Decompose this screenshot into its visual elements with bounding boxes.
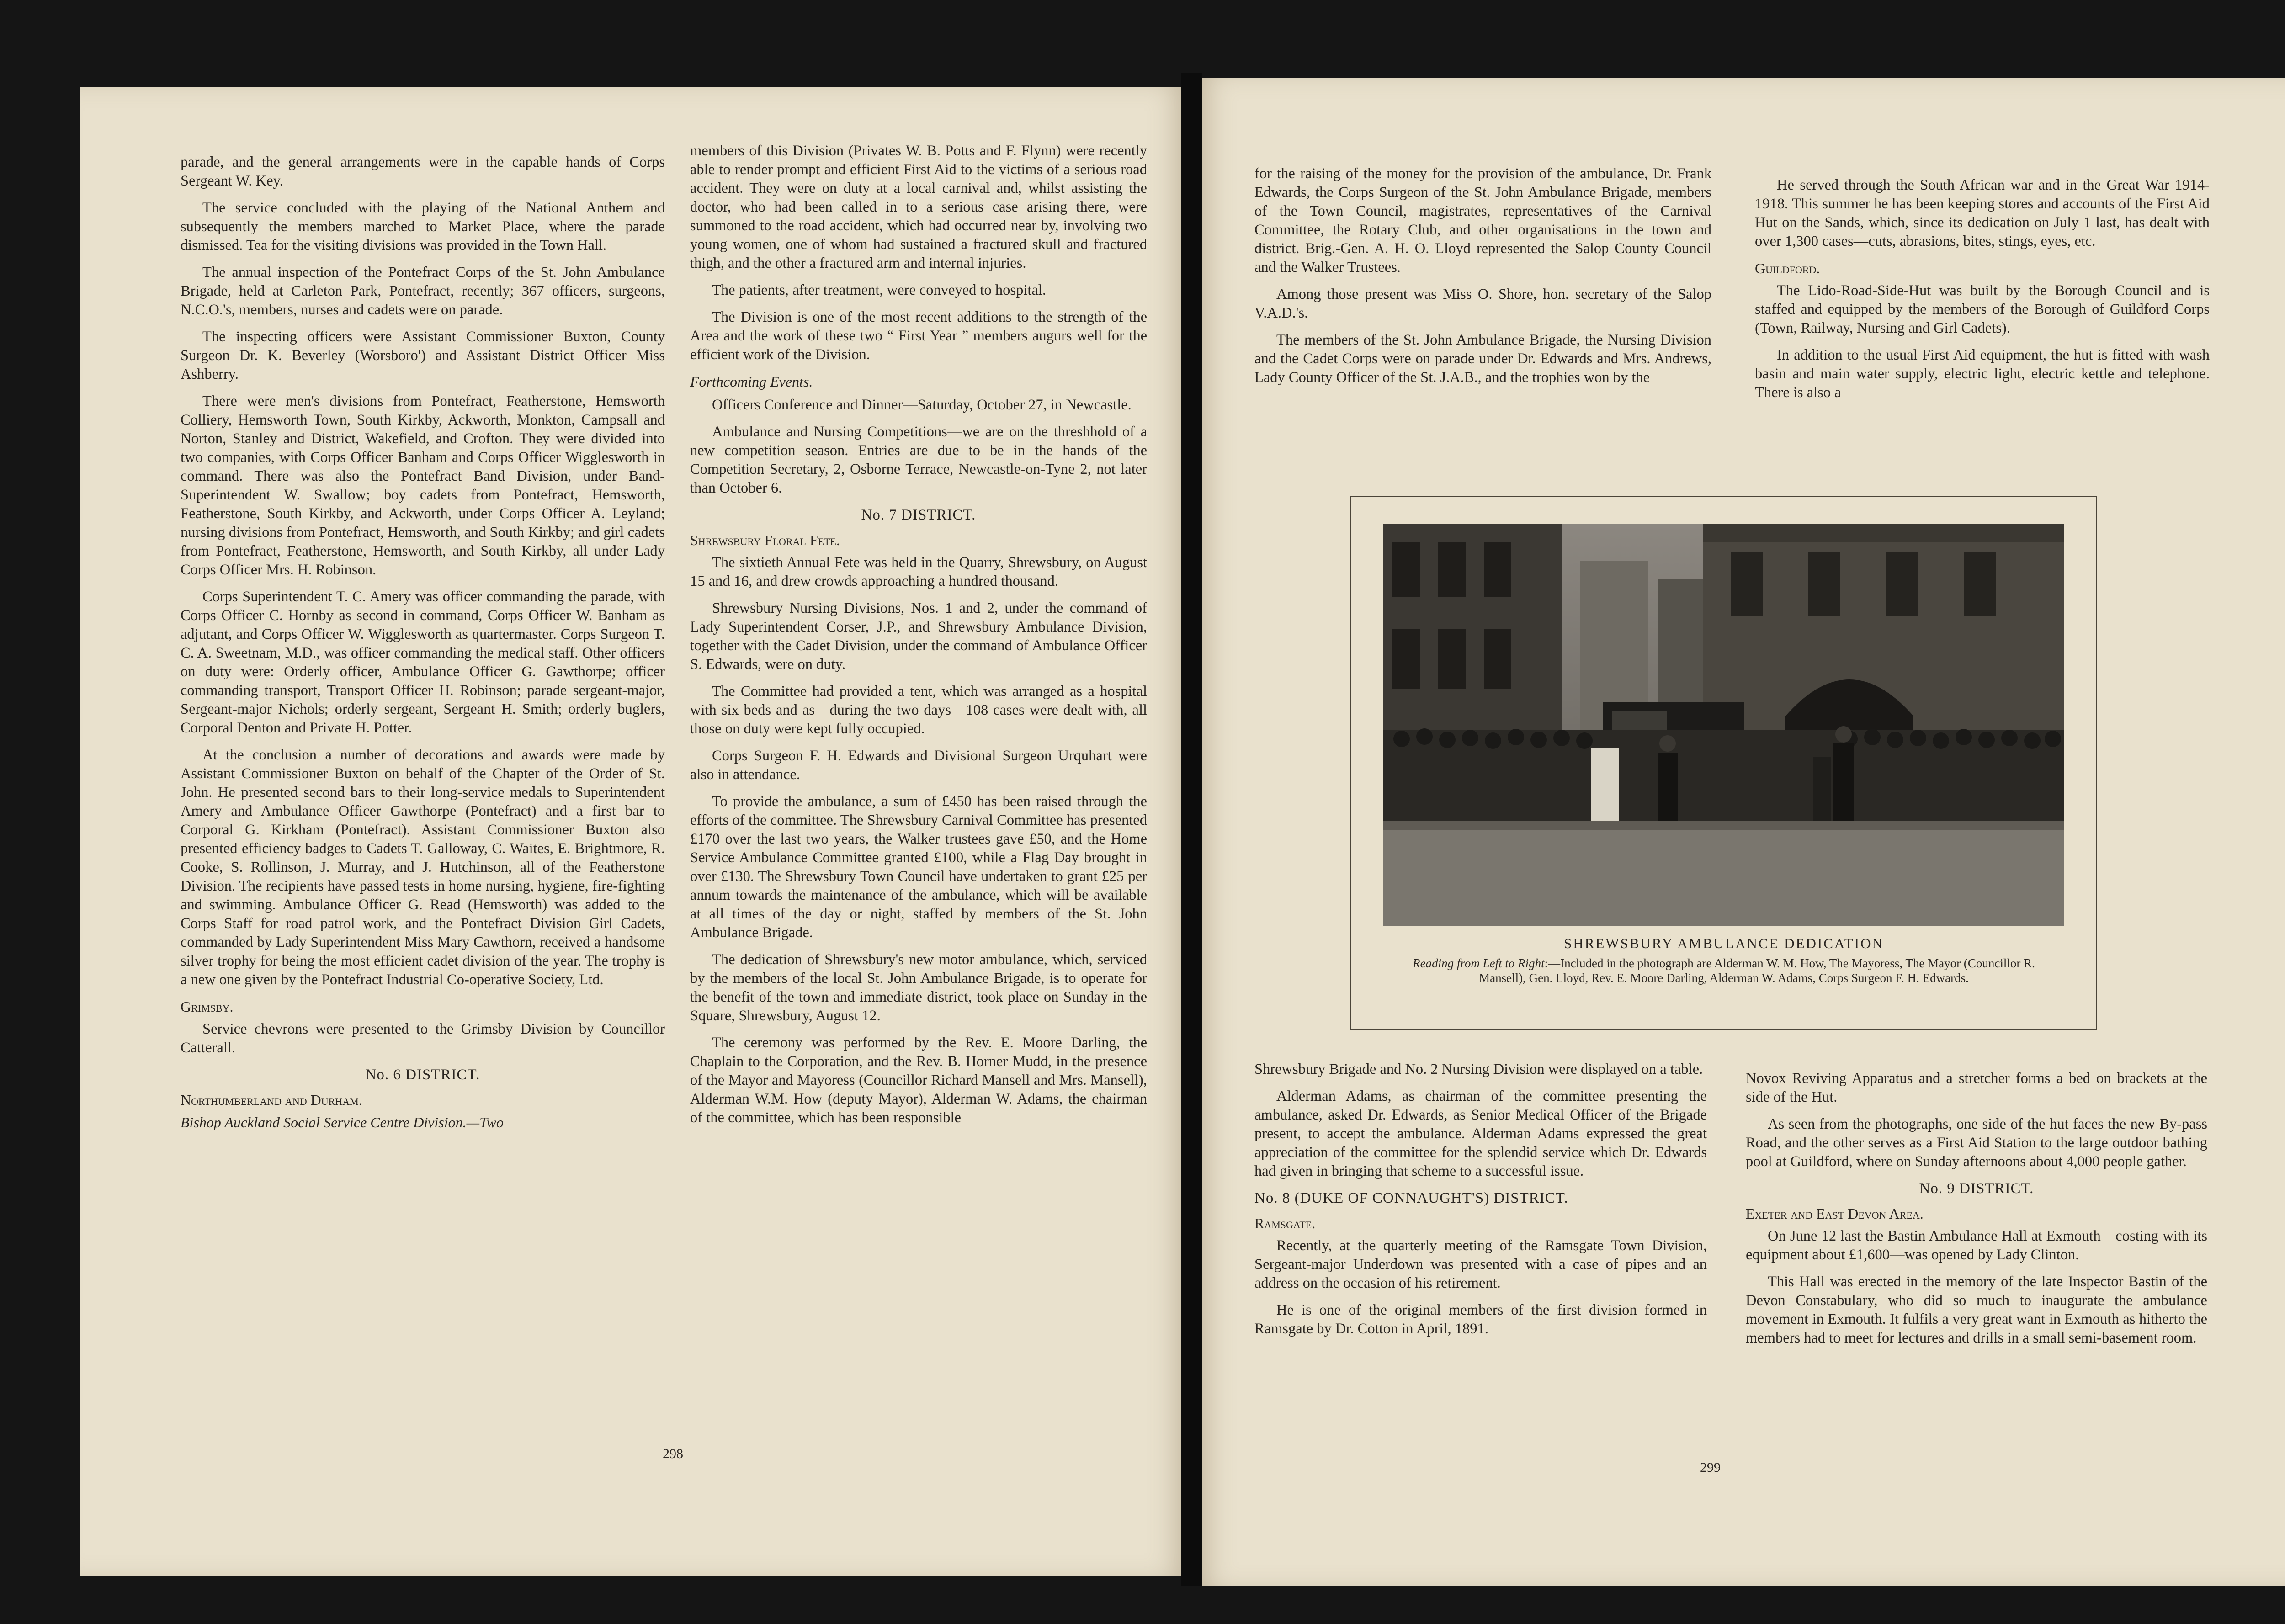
right-page-column-2-bottom	[1746, 1069, 2207, 1356]
book-gutter	[1181, 73, 1202, 1586]
paragraph: There were men's divisions from Pontefract, Featherstone, Hemsworth Colliery, Hemsworth Town, South Kirkby, Ackworth, Monkton, Campsall and Norton, Stanley and District, Wakefield, and Crofton. They were divided into two companies, with Corps Officer Banham and Corps Officer Wigglesworth in command. There was also the Pontefract Band Division, under Band-Superintendent W. Swallow; boy cadets from Pontefract, Hemsworth, Featherstone, South Kirkby, and Ackworth, under Corps Officer A. Leyland; nursing divisions from Pontefract, Hemsworth, and South Kirkby; and girl cadets from Pontefract, Featherstone, Hemsworth, and South Kirkby, all under Lady Corps Officer Mrs. H. Robinson.	[181, 393, 665, 578]
paragraph: Alderman Adams, as chairman of the committee presenting the ambulance, asked Dr. Edwards, as Senior Medical Officer of the Brigade present, to accept the ambulance. Alderman Adams expressed the great appreciation of the committee for the splendid service which Dr. Edwards had given in bringing that scheme to a successful issue.	[1254, 1088, 1707, 1179]
paragraph: The Committee had provided a tent, which was arranged as a hospital with six beds and as—during the two days—108 cases were dealt with, all those on duty were kept fully occupied.	[690, 683, 1147, 737]
paragraph: Ambulance and Nursing Competitions—we are on the threshhold of a new competition season. Entries are due to be in the hands of the Competition Secretary, 2, Osborne Terrace, Newcastle-on-Tyne 2, not later than October 6.	[690, 424, 1147, 496]
photo-frame	[1350, 496, 2097, 1030]
paragraph: Service chevrons were presented to the Grimsby Division by Councillor Catterall.	[181, 1021, 665, 1056]
subsection-heading: Northumberland and Durham.	[181, 1092, 362, 1108]
paragraph: The sixtieth Annual Fete was held in the Quarry, Shrewsbury, on August 15 and 16, and drew crowds approaching a hundred thousand.	[690, 554, 1147, 589]
section-heading: No. 7 DISTRICT.	[861, 507, 976, 523]
right-page-column-2-top	[1755, 176, 2210, 410]
paragraph: Among those present was Miss O. Shore, hon. secretary of the Salop V.A.D.'s.	[1254, 286, 1711, 321]
paragraph: members of this Division (Privates W. B. Potts and F. Flynn) were recently able to render prompt and efficient First Aid to the victims of a serious road accident. They were on duty at a local carnival and, whilst assisting the doctor, who had been called in to a serious case arising there, were summoned to the road accident, which had occurred near by, involving two young women, one of whom had sustained a fractured skull and fractured thigh, and the other a fractured arm and internal injuries.	[690, 143, 1147, 271]
photo-caption-lead: Reading from Left to Right	[1413, 956, 1545, 970]
section-heading: No. 8 (DUKE OF CONNAUGHT'S) DISTRICT.	[1254, 1190, 1568, 1206]
paragraph: Officers Conference and Dinner—Saturday, October 27, in Newcastle.	[712, 397, 1132, 413]
paragraph: parade, and the general arrangements were in the capable hands of Corps Sergeant W. Key.	[181, 154, 665, 189]
paragraph: The service concluded with the playing of the National Anthem and subsequently the members marched to Market Place, where the parade dismissed. Tea for the visiting divisions was provided in the Town Hall.	[181, 200, 665, 254]
paragraph: On June 12 last the Bastin Ambulance Hall at Exmouth—costing with its equipment about £1,600—was opened by Lady Clinton.	[1746, 1228, 2207, 1263]
subsection-heading: Exeter and East Devon Area.	[1746, 1205, 1924, 1222]
left-page-column-1	[181, 153, 665, 1136]
subsection-heading: Shrewsbury Floral Fete.	[690, 532, 840, 548]
italic-heading: Bishop Auckland Social Service Centre Division.—Two	[181, 1114, 504, 1130]
paragraph: Shrewsbury Brigade and No. 2 Nursing Division were displayed on a table.	[1254, 1061, 1703, 1077]
section-heading: No. 6 DISTRICT.	[365, 1067, 480, 1083]
paragraph: for the raising of the money for the provision of the ambulance, Dr. Frank Edwards, the Corps Surgeon of the St. John Ambulance Brigade, members of the Town Council, magistrates, representatives of the Carnival Committee, the Rotary Club, and other organisations in the town and district. Brig.-Gen. A. H. O. Lloyd represented the Salop County Council and the Walker Trustees.	[1254, 165, 1711, 276]
subsection-heading: Grimsby.	[181, 998, 234, 1015]
paragraph: To provide the ambulance, a sum of £450 has been raised through the efforts of the committee. The Shrewsbury Carnival Committee has presented £170 over the last two years, the Walker trustees gave £50, and the Home Service Ambulance Committee granted £100, while a Flag Day brought in over £130. The Shrewsbury Town Council have undertaken to grant £25 per annum towards the maintenance of the ambulance, which will be available at all times of the day or night, staffed by members of the St. John Ambulance Brigade.	[690, 793, 1147, 941]
subsection-heading: Ramsgate.	[1254, 1215, 1316, 1231]
paragraph: The Division is one of the most recent additions to the strength of the Area and the work of these two “ First Year ” members augurs well for the efficient work of the Division.	[690, 309, 1147, 363]
paragraph: The dedication of Shrewsbury's new motor ambulance, which, serviced by the members of the local St. John Ambulance Brigade, is to operate for the benefit of the town and immediate district, took place on Sunday in the Square, Shrewsbury, August 12.	[690, 951, 1147, 1024]
paragraph: Corps Surgeon F. H. Edwards and Divisional Surgeon Urquhart were also in attendance.	[690, 748, 1147, 783]
paragraph: The patients, after treatment, were conveyed to hospital.	[712, 282, 1046, 298]
section-heading: No. 9 DISTRICT.	[1919, 1180, 2034, 1197]
paragraph: Shrewsbury Nursing Divisions, Nos. 1 and 2, under the command of Lady Superintendent Corser, J.P., and Shrewsbury Ambulance Division, together with the Cadet Division, under the command of Ambulance Officer S. Edwards, were on duty.	[690, 600, 1147, 673]
italic-heading: Forthcoming Events.	[690, 373, 813, 390]
paragraph: Recently, at the quarterly meeting of the Ramsgate Town Division, Sergeant-major Underdown was presented with a case of pipes and an address on the occasion of his retirement.	[1254, 1237, 1707, 1291]
subsection-heading: Guildford.	[1755, 260, 1820, 276]
photo-caption-text	[1388, 956, 2060, 985]
page-number-right: 299	[1700, 1460, 1721, 1475]
photo-caption-title: SHREWSBURY AMBULANCE DEDICATION	[1564, 935, 1884, 951]
paragraph: At the conclusion a number of decorations and awards were made by Assistant Commissioner Buxton on behalf of the Chapter of the Order of St. John. He presented second bars to their long-service medals to Superintendent Amery and Ambulance Officer Gawthorpe (Pontefract) and a first bar to Corporal G. Kirkham (Pontefract). Assistant Commissioner Buxton also presented efficiency badges to Cadets T. Galloway, C. Waites, E. Brightmore, R. Cooke, S. Rollinson, J. Murray, and J. Hutchinson, all of the Featherstone Division. The recipients have passed tests in home nursing, hygiene, fire-fighting and swimming. Ambulance Officer G. Read (Hemsworth) was added to the Corps Staff for road patrol work, and the Pontefract Division Girl Cadets, commanded by Lady Superintendent Miss Mary Cawthorn, received a handsome silver trophy for being the most efficient cadet division of the year. The trophy is a new one given by the Pontefract Industrial Co-operative Society, Ltd.	[181, 747, 665, 988]
paragraph: He served through the South African war and in the Great War 1914-1918. This summer he has been keeping stores and accounts of the First Aid Hut on the Sands, which, since its dedication on July 1 last, has dealt with over 1,300 cases—cuts, abrasions, bites, stings, eyes, etc.	[1755, 177, 2210, 249]
paragraph: Corps Superintendent T. C. Amery was officer commanding the parade, with Corps Officer C. Hornby as second in command, Corps Officer W. Banham as adjutant, and Corps Officer W. Wigglesworth as quartermaster. Corps Surgeon T. C. A. Sweetnam, M.D., was officer commanding the medical staff. Other officers on duty were: Orderly officer, Ambulance Officer G. Gawthorpe; officer commanding transport, Transport Officer H. Robinson; parade sergeant-major, Sergeant-major Nichols; orderly sergeant, Sergeant H. Smith; orderly buglers, Corporal Denton and Private H. Potter.	[181, 589, 665, 736]
paragraph: As seen from the photographs, one side of the hut faces the new By-pass Road, and the other serves as a First Aid Station to the large outdoor bathing pool at Guildford, where on Sunday afternoons about 4,000 people gather.	[1746, 1116, 2207, 1170]
paragraph: The members of the St. John Ambulance Brigade, the Nursing Division and the Cadet Corps were on parade under Dr. Edwards and Mrs. Andrews, Lady County Officer of the St. J.A.B., and the trophies won by the	[1254, 332, 1711, 386]
left-page-column-2	[690, 142, 1147, 1136]
photo-caption-body: :—Included in the photograph are Alderman W. M. How, The Mayoress, The Mayor (Councillor R. Mansell), Gen. Lloyd, Rev. E. Moore Darling, Alderman W. Adams, Corps Surgeon F. H. Edwards.	[1479, 956, 2035, 985]
right-page-column-1-top	[1254, 165, 1711, 395]
page-number-left: 298	[663, 1446, 683, 1461]
paragraph: This Hall was erected in the memory of the late Inspector Bastin of the Devon Constabulary, who did so much to inaugurate the ambulance movement in Exmouth. It fulfils a very great want in Exmouth as hitherto the members had to meet for lectures and drills in a small semi-basement room.	[1746, 1274, 2207, 1346]
paragraph: The inspecting officers were Assistant Commissioner Buxton, County Surgeon Dr. K. Beverley (Worsboro') and Assistant District Officer Miss Ashberry.	[181, 329, 665, 382]
paragraph: He is one of the original members of the first division formed in Ramsgate by Dr. Cotton in April, 1891.	[1254, 1302, 1707, 1337]
paragraph: In addition to the usual First Aid equipment, the hut is fitted with wash basin and main water supply, electric light, electric kettle and telephone. There is also a	[1755, 347, 2210, 401]
shrewsbury-ambulance-photograph	[1383, 524, 2064, 926]
photo-illustration	[1383, 524, 2064, 926]
paragraph: Novox Reviving Apparatus and a stretcher forms a bed on brackets at the side of the Hut.	[1746, 1070, 2207, 1105]
paragraph: The ceremony was performed by the Rev. E. Moore Darling, the Chaplain to the Corporation, and the Rev. B. Horner Mudd, in the presence of the Mayor and Mayoress (Councillor Richard Mansell and Mrs. Mansell), Alderman W.M. How (deputy Mayor), Alderman W. Adams, the chairman of the committee, which has been responsible	[690, 1035, 1147, 1126]
paragraph: The Lido-Road-Side-Hut was built by the Borough Council and is staffed and equipped by the members of the Borough of Guildford Corps (Town, Railway, Nursing and Girl Cadets).	[1755, 282, 2210, 336]
paragraph: The annual inspection of the Pontefract Corps of the St. John Ambulance Brigade, held at Carleton Park, Pontefract, recently; 367 officers, surgeons, N.C.O.'s, members, nurses and cadets were on parade.	[181, 264, 665, 318]
right-page-column-1-bottom	[1254, 1060, 1707, 1347]
